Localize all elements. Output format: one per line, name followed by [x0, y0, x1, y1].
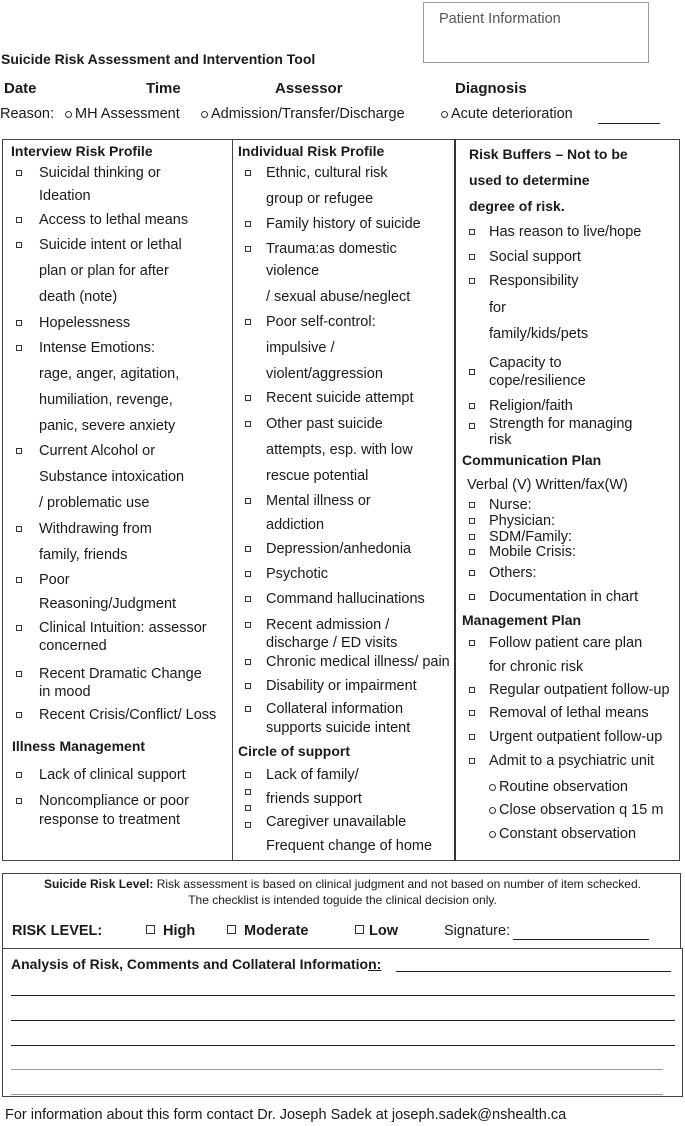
checkbox-icon[interactable] — [469, 502, 475, 508]
risk-level-note-heading: Suicide Risk Level: — [44, 877, 154, 891]
analysis-line-4[interactable] — [11, 1069, 663, 1070]
illness-item: Noncompliance or poor — [39, 793, 189, 809]
checkbox-icon[interactable] — [16, 320, 22, 326]
checkbox-icon[interactable] — [245, 805, 251, 811]
reason-option-label: Admission/Transfer/Discharge — [211, 106, 405, 122]
risk-buffer-item: cope/resilience — [489, 373, 586, 389]
checkbox-icon[interactable] — [469, 369, 475, 375]
individual-risk-item: Poor self-control: — [266, 314, 376, 330]
radio-icon — [489, 807, 496, 814]
checkbox-icon[interactable] — [16, 345, 22, 351]
support-item: Lack of family/ — [266, 767, 359, 783]
illness-management-heading: Illness Management — [12, 738, 146, 754]
checkbox-icon[interactable] — [469, 594, 475, 600]
interview-risk-item: rage, anger, agitation, — [39, 366, 180, 382]
risk-buffer-item: Capacity to — [489, 355, 562, 371]
risk-option-label: High — [163, 923, 196, 939]
risk-option-label: Moderate — [244, 923, 309, 939]
date-field-label[interactable]: Date — [4, 80, 37, 97]
radio-icon — [489, 831, 496, 838]
individual-risk-item: impulsive / — [266, 340, 335, 356]
risk-buffer-item: Religion/faith — [489, 398, 573, 414]
analysis-line-1[interactable] — [11, 995, 675, 996]
risk-buffer-item: family/kids/pets — [489, 326, 589, 342]
signature-line[interactable] — [513, 939, 649, 940]
support-item: Caregiver unavailable — [266, 814, 407, 830]
checkbox-icon[interactable] — [245, 659, 251, 665]
checkbox-icon[interactable] — [245, 246, 251, 252]
observation-option-label: Close observation q 15 m — [499, 802, 664, 818]
interview-risk-item: / problematic use — [39, 495, 150, 511]
interview-risk-item: Withdrawing from — [39, 521, 152, 537]
individual-risk-item: Trauma:as domestic — [266, 241, 397, 257]
interview-risk-item: Access to lethal means — [39, 212, 189, 228]
management-item: Admit to a psychiatric unit — [489, 753, 655, 769]
communication-item: Others: — [489, 565, 537, 581]
risk-buffer-item: Social support — [489, 249, 581, 265]
checkbox-icon[interactable] — [245, 498, 251, 504]
individual-risk-item: Ethnic, cultural risk — [266, 165, 388, 181]
radio-icon — [65, 111, 72, 118]
checkbox-icon[interactable] — [469, 229, 475, 235]
interview-risk-item: Reasoning/Judgment — [39, 596, 177, 612]
communication-modes: Verbal (V) Written/fax(W) — [467, 477, 628, 493]
analysis-line-2[interactable] — [11, 1020, 675, 1021]
risk-level-label: RISK LEVEL: — [12, 923, 103, 939]
checkbox-icon[interactable] — [469, 734, 475, 740]
interview-risk-item: Recent Dramatic Change — [39, 666, 202, 682]
analysis-line-3[interactable] — [11, 1045, 675, 1046]
communication-item: Physician: — [489, 513, 556, 529]
interview-risk-item: death (note) — [39, 289, 118, 305]
radio-icon — [201, 111, 208, 118]
observation-option-label: Constant observation — [499, 826, 637, 842]
risk-option-moderate[interactable] — [227, 923, 308, 939]
checkbox-icon[interactable] — [16, 671, 22, 677]
individual-risk-item: Depression/anhedonia — [266, 541, 412, 557]
interview-risk-item: Recent Crisis/Conflict/ Loss — [39, 707, 217, 723]
circle-of-support-heading: Circle of support — [238, 743, 351, 759]
risk-level-note-text: Risk assessment is based on clinical judgment and not based on number of item schecked. — [153, 877, 641, 891]
interview-risk-item: Intense Emotions: — [39, 340, 156, 356]
radio-icon — [489, 784, 496, 791]
analysis-label-tail: n: — [368, 956, 382, 972]
communication-item: Mobile Crisis: — [489, 544, 577, 560]
checkbox-icon[interactable] — [469, 549, 475, 555]
radio-icon — [441, 111, 448, 118]
individual-risk-item: Recent admission / — [266, 617, 390, 633]
checkbox-icon[interactable] — [469, 278, 475, 284]
form-title: Suicide Risk Assessment and Intervention Tool — [1, 51, 316, 67]
interview-risk-item: Suicidal thinking or — [39, 165, 161, 181]
risk-buffer-item: for — [489, 300, 506, 316]
communication-plan-heading: Communication Plan — [462, 452, 602, 468]
checkbox-icon[interactable] — [16, 526, 22, 532]
management-item: Follow patient care plan — [489, 635, 643, 651]
individual-risk-item: group or refugee — [266, 191, 374, 207]
checkbox-icon[interactable] — [245, 706, 251, 712]
support-item: friends support — [266, 791, 362, 807]
support-item: Frequent change of home — [266, 838, 433, 854]
interview-risk-item: humiliation, revenge, — [39, 392, 173, 408]
reason-option-acute[interactable] — [441, 106, 573, 122]
management-item: Removal of lethal means — [489, 705, 649, 721]
assessor-field-label[interactable]: Assessor — [275, 80, 343, 97]
communication-item: SDM/Family: — [489, 529, 572, 545]
checkbox-icon[interactable] — [469, 403, 475, 409]
individual-risk-item: Other past suicide — [266, 416, 383, 432]
observation-option[interactable] — [489, 826, 636, 842]
interview-risk-item: Current Alcohol or — [39, 443, 156, 459]
reason-option-label: Acute deterioration — [451, 106, 573, 122]
individual-risk-item: / sexual abuse/neglect — [266, 289, 411, 305]
checkbox-icon[interactable] — [245, 683, 251, 689]
checkbox-icon[interactable] — [245, 221, 251, 227]
interview-risk-item: in mood — [39, 684, 91, 700]
risk-buffer-item: Has reason to live/hope — [489, 224, 642, 240]
communication-item: Nurse: — [489, 497, 532, 513]
checkbox-icon[interactable] — [469, 640, 475, 646]
checkbox-icon[interactable] — [16, 448, 22, 454]
checkbox-icon — [355, 925, 364, 934]
individual-risk-item: Chronic medical illness/ pain — [266, 654, 450, 670]
individual-risk-item: Family history of suicide — [266, 216, 421, 232]
risk-buffer-item: Responsibility — [489, 273, 579, 289]
patient-info-box[interactable] — [423, 2, 649, 63]
diagnosis-field-label[interactable]: Diagnosis — [455, 80, 527, 97]
risk-buffer-item: risk — [489, 432, 512, 448]
observation-option[interactable] — [489, 779, 628, 795]
checkbox-icon[interactable] — [245, 421, 251, 427]
individual-risk-item: attempts, esp. with low — [266, 442, 413, 458]
interview-risk-item: Hopelessness — [39, 315, 131, 331]
interview-risk-item: Substance intoxication — [39, 469, 185, 485]
checkbox-icon[interactable] — [469, 254, 475, 260]
risk-option-low[interactable] — [355, 923, 398, 939]
individual-risk-item: violent/aggression — [266, 366, 383, 382]
checkbox-icon[interactable] — [469, 423, 475, 429]
interview-risk-heading: Interview Risk Profile — [11, 143, 153, 159]
reason-option-mh[interactable] — [65, 106, 180, 122]
risk-buffers-heading: Risk Buffers – Not to be — [469, 146, 628, 162]
checkbox-icon[interactable] — [245, 395, 251, 401]
checkbox-icon[interactable] — [245, 789, 251, 795]
reason-label: Reason: — [0, 106, 55, 122]
individual-risk-item: discharge / ED visits — [266, 635, 398, 651]
checkbox-icon[interactable] — [469, 534, 475, 540]
analysis-line-5[interactable] — [11, 1094, 663, 1095]
individual-risk-item: supports suicide intent — [266, 720, 411, 736]
interview-risk-item: Poor — [39, 572, 70, 588]
checkbox-icon[interactable] — [16, 577, 22, 583]
checkbox-icon[interactable] — [16, 712, 22, 718]
analysis-line-0[interactable] — [396, 971, 671, 972]
patient-info-label: Patient Information — [439, 11, 561, 27]
communication-item: Documentation in chart — [489, 589, 639, 605]
reason-option-label: MH Assessment — [75, 106, 180, 122]
individual-risk-item: Mental illness or — [266, 493, 371, 509]
risk-level-note — [0, 877, 685, 891]
checkbox-icon — [227, 925, 236, 934]
footer-contact: For information about this form contact Dr. Joseph Sadek at joseph.sadek@nshealth.ca — [5, 1107, 567, 1123]
checkbox-icon[interactable] — [245, 546, 251, 552]
checkbox-icon[interactable] — [245, 822, 251, 828]
interview-risk-item: concerned — [39, 638, 107, 654]
observation-option-label: Routine observation — [499, 779, 628, 795]
risk-buffers-heading: degree of risk. — [469, 198, 565, 214]
checkbox-icon[interactable] — [469, 687, 475, 693]
checkbox-icon[interactable] — [16, 625, 22, 631]
management-item: Urgent outpatient follow-up — [489, 729, 663, 745]
checkbox-icon[interactable] — [245, 596, 251, 602]
time-field-label[interactable]: Time — [146, 80, 181, 97]
checkbox-icon[interactable] — [245, 571, 251, 577]
checkbox-icon[interactable] — [469, 570, 475, 576]
checkbox-icon[interactable] — [245, 622, 251, 628]
individual-risk-item: addiction — [266, 517, 325, 533]
checkbox-icon[interactable] — [245, 170, 251, 176]
observation-option[interactable] — [489, 802, 663, 818]
management-plan-heading: Management Plan — [462, 612, 582, 628]
management-item: for chronic risk — [489, 659, 584, 675]
checkbox-icon[interactable] — [16, 242, 22, 248]
reason-option-admission[interactable] — [201, 106, 405, 122]
management-item: Regular outpatient follow-up — [489, 682, 670, 698]
risk-buffers-heading: used to determine — [469, 172, 590, 188]
column-divider-1 — [232, 139, 233, 861]
checkbox-icon[interactable] — [469, 710, 475, 716]
interview-risk-item: panic, severe anxiety — [39, 418, 176, 434]
interview-risk-item: family, friends — [39, 547, 128, 563]
checkbox-icon[interactable] — [469, 758, 475, 764]
individual-risk-item: violence — [266, 263, 320, 279]
illness-item: Lack of clinical support — [39, 767, 186, 783]
interview-risk-item: Suicide intent or lethal — [39, 237, 182, 253]
individual-risk-item: Command hallucinations — [266, 591, 425, 607]
individual-risk-item: Psychotic — [266, 566, 329, 582]
checkbox-icon[interactable] — [16, 772, 22, 778]
checkbox-icon[interactable] — [245, 772, 251, 778]
risk-option-label: Low — [369, 923, 398, 939]
analysis-label-text: Analysis of Risk, Comments and Collateral Informatio — [11, 956, 369, 972]
risk-option-high[interactable] — [146, 923, 195, 939]
signature-label: Signature: — [444, 923, 511, 939]
interview-risk-item: Ideation — [39, 188, 91, 204]
individual-risk-item: rescue potential — [266, 468, 369, 484]
risk-level-note-line2: The checklist is intended toguide the clinical decision only. — [188, 893, 497, 907]
checkbox-icon[interactable] — [245, 319, 251, 325]
checkbox-icon — [146, 925, 155, 934]
interview-risk-item: plan or plan for after — [39, 263, 169, 279]
individual-risk-item: Disability or impairment — [266, 678, 417, 694]
checkbox-icon[interactable] — [16, 217, 22, 223]
checkbox-icon[interactable] — [16, 798, 22, 804]
illness-item: response to treatment — [39, 812, 181, 828]
analysis-label — [11, 956, 381, 972]
column-divider-2 — [454, 139, 456, 861]
risk-buffer-item: Strength for managing — [489, 416, 633, 432]
individual-risk-item: Collateral information — [266, 701, 404, 717]
interview-risk-item: Clinical Intuition: assessor — [39, 620, 207, 636]
checkbox-icon[interactable] — [469, 518, 475, 524]
individual-risk-item: Recent suicide attempt — [266, 390, 414, 406]
reason-other-blank[interactable] — [598, 123, 660, 124]
checkbox-icon[interactable] — [16, 170, 22, 176]
individual-risk-heading: Individual Risk Profile — [238, 143, 385, 159]
